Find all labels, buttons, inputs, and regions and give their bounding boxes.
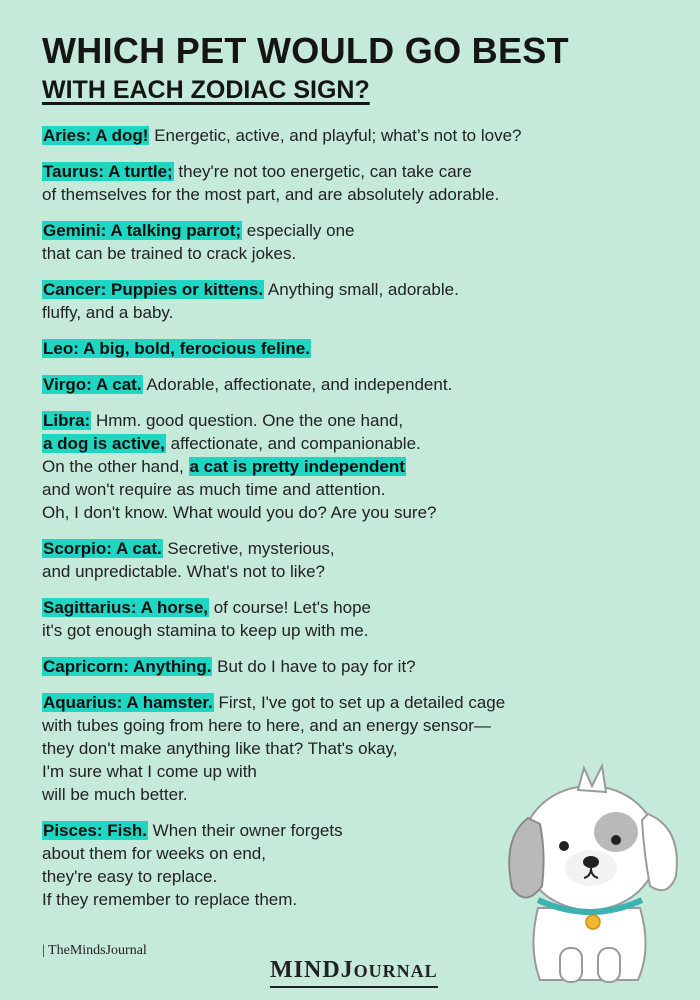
highlight-text: Cancer: Puppies or kittens. <box>43 280 264 299</box>
body-text: affectionate, and companionable. <box>165 434 421 453</box>
body-text: Secretive, mysterious, <box>162 539 335 558</box>
body-text: that can be trained to crack jokes. <box>42 244 297 263</box>
entry-line <box>42 242 682 265</box>
zodiac-entry-aries <box>42 124 682 147</box>
entry-line <box>42 560 682 583</box>
zodiac-entry-cancer <box>42 278 682 324</box>
zodiac-entry-scorpio <box>42 537 682 583</box>
puppy-illustration <box>498 758 682 988</box>
entry-line <box>42 278 682 301</box>
highlight-text: a cat is pretty independent <box>189 457 405 476</box>
brand-logo-part: MIND <box>270 957 341 983</box>
entry-line <box>42 619 682 642</box>
entry-line <box>42 409 682 432</box>
body-text: of course! Let's hope <box>209 598 372 617</box>
entry-line <box>42 691 682 714</box>
entry-line <box>42 537 682 560</box>
body-text: it's got enough stamina to keep up with me. <box>42 621 369 640</box>
highlight-text: Aries: A dog! <box>43 126 149 145</box>
highlight-text: Pisces: Fish. <box>43 821 147 840</box>
entry-line <box>42 219 682 242</box>
zodiac-entry-gemini <box>42 219 682 265</box>
brand-logo <box>270 957 438 984</box>
body-text: especially one <box>242 221 355 240</box>
entry-line <box>42 373 682 396</box>
body-text: about them for weeks on end, <box>42 844 266 863</box>
body-text: Oh, I don't know. What would you do? Are you sure? <box>42 503 437 522</box>
entry-line <box>42 301 682 324</box>
body-text: But do I have to pay for it? <box>212 657 416 676</box>
body-text: they don't make anything like that? That's okay, <box>42 739 398 758</box>
highlight-text: Aquarius: A hamster. <box>43 693 213 712</box>
body-text: they're not too energetic, can take care <box>173 162 472 181</box>
entry-line <box>42 160 682 183</box>
body-text: If they remember to replace them. <box>42 890 298 909</box>
body-text: When their owner forgets <box>147 821 343 840</box>
zodiac-entry-sagittarius <box>42 596 682 642</box>
entry-line <box>42 432 682 455</box>
highlight-text: Sagittarius: A horse, <box>43 598 208 617</box>
body-text: Adorable, affectionate, and independent. <box>142 375 453 394</box>
highlight-text: Gemini: A talking parrot; <box>43 221 242 240</box>
highlight-text: Taurus: A turtle; <box>43 162 173 181</box>
body-text: they're easy to replace. <box>42 867 218 886</box>
page-title: WHICH PET WOULD GO BEST <box>42 30 569 71</box>
body-text: Anything small, adorable. <box>264 280 459 299</box>
body-text: fluffy, and a baby. <box>42 303 174 322</box>
entry-line <box>42 455 682 478</box>
brand-logo-part: J <box>340 957 354 983</box>
entry-line <box>42 714 682 737</box>
body-text: and won't require as much time and attention. <box>42 480 386 499</box>
brand-logo-part: OURNAL <box>353 961 438 981</box>
highlight-text: Libra: <box>43 411 91 430</box>
body-text: and unpredictable. What's not to like? <box>42 562 325 581</box>
highlight-text: a dog is active, <box>43 434 165 453</box>
body-text: I'm sure what I come up with <box>42 762 257 781</box>
entry-line <box>42 337 682 360</box>
body-text: Hmm. good question. One the one hand, <box>91 411 404 430</box>
highlight-text: Virgo: A cat. <box>43 375 142 394</box>
body-text: Energetic, active, and playful; what’s not to love? <box>149 126 522 145</box>
entry-line <box>42 478 682 501</box>
entry-line <box>42 655 682 678</box>
page-subtitle: WITH EACH ZODIAC SIGN? <box>42 76 370 104</box>
body-text: with tubes going from here to here, and an energy sensor— <box>42 716 491 735</box>
entry-line <box>42 501 682 524</box>
highlight-text: Leo: A big, bold, ferocious feline. <box>43 339 310 358</box>
entry-line <box>42 596 682 619</box>
zodiac-entry-taurus <box>42 160 682 206</box>
source-credit: | TheMindsJournal <box>42 943 147 958</box>
highlight-text: Scorpio: A cat. <box>43 539 162 558</box>
zodiac-entry-capricorn <box>42 655 682 678</box>
entry-line <box>42 124 682 147</box>
entry-line <box>42 737 682 760</box>
zodiac-entry-libra <box>42 409 682 524</box>
zodiac-entry-leo <box>42 337 682 360</box>
body-text: of themselves for the most part, and are absolutely adorable. <box>42 185 500 204</box>
brand-underline <box>270 986 438 988</box>
highlight-text: Capricorn: Anything. <box>43 657 212 676</box>
body-text: First, I've got to set up a detailed cage <box>213 693 506 712</box>
body-text: will be much better. <box>42 785 188 804</box>
body-text: On the other hand, <box>42 457 189 476</box>
entry-line <box>42 183 682 206</box>
zodiac-entry-virgo <box>42 373 682 396</box>
